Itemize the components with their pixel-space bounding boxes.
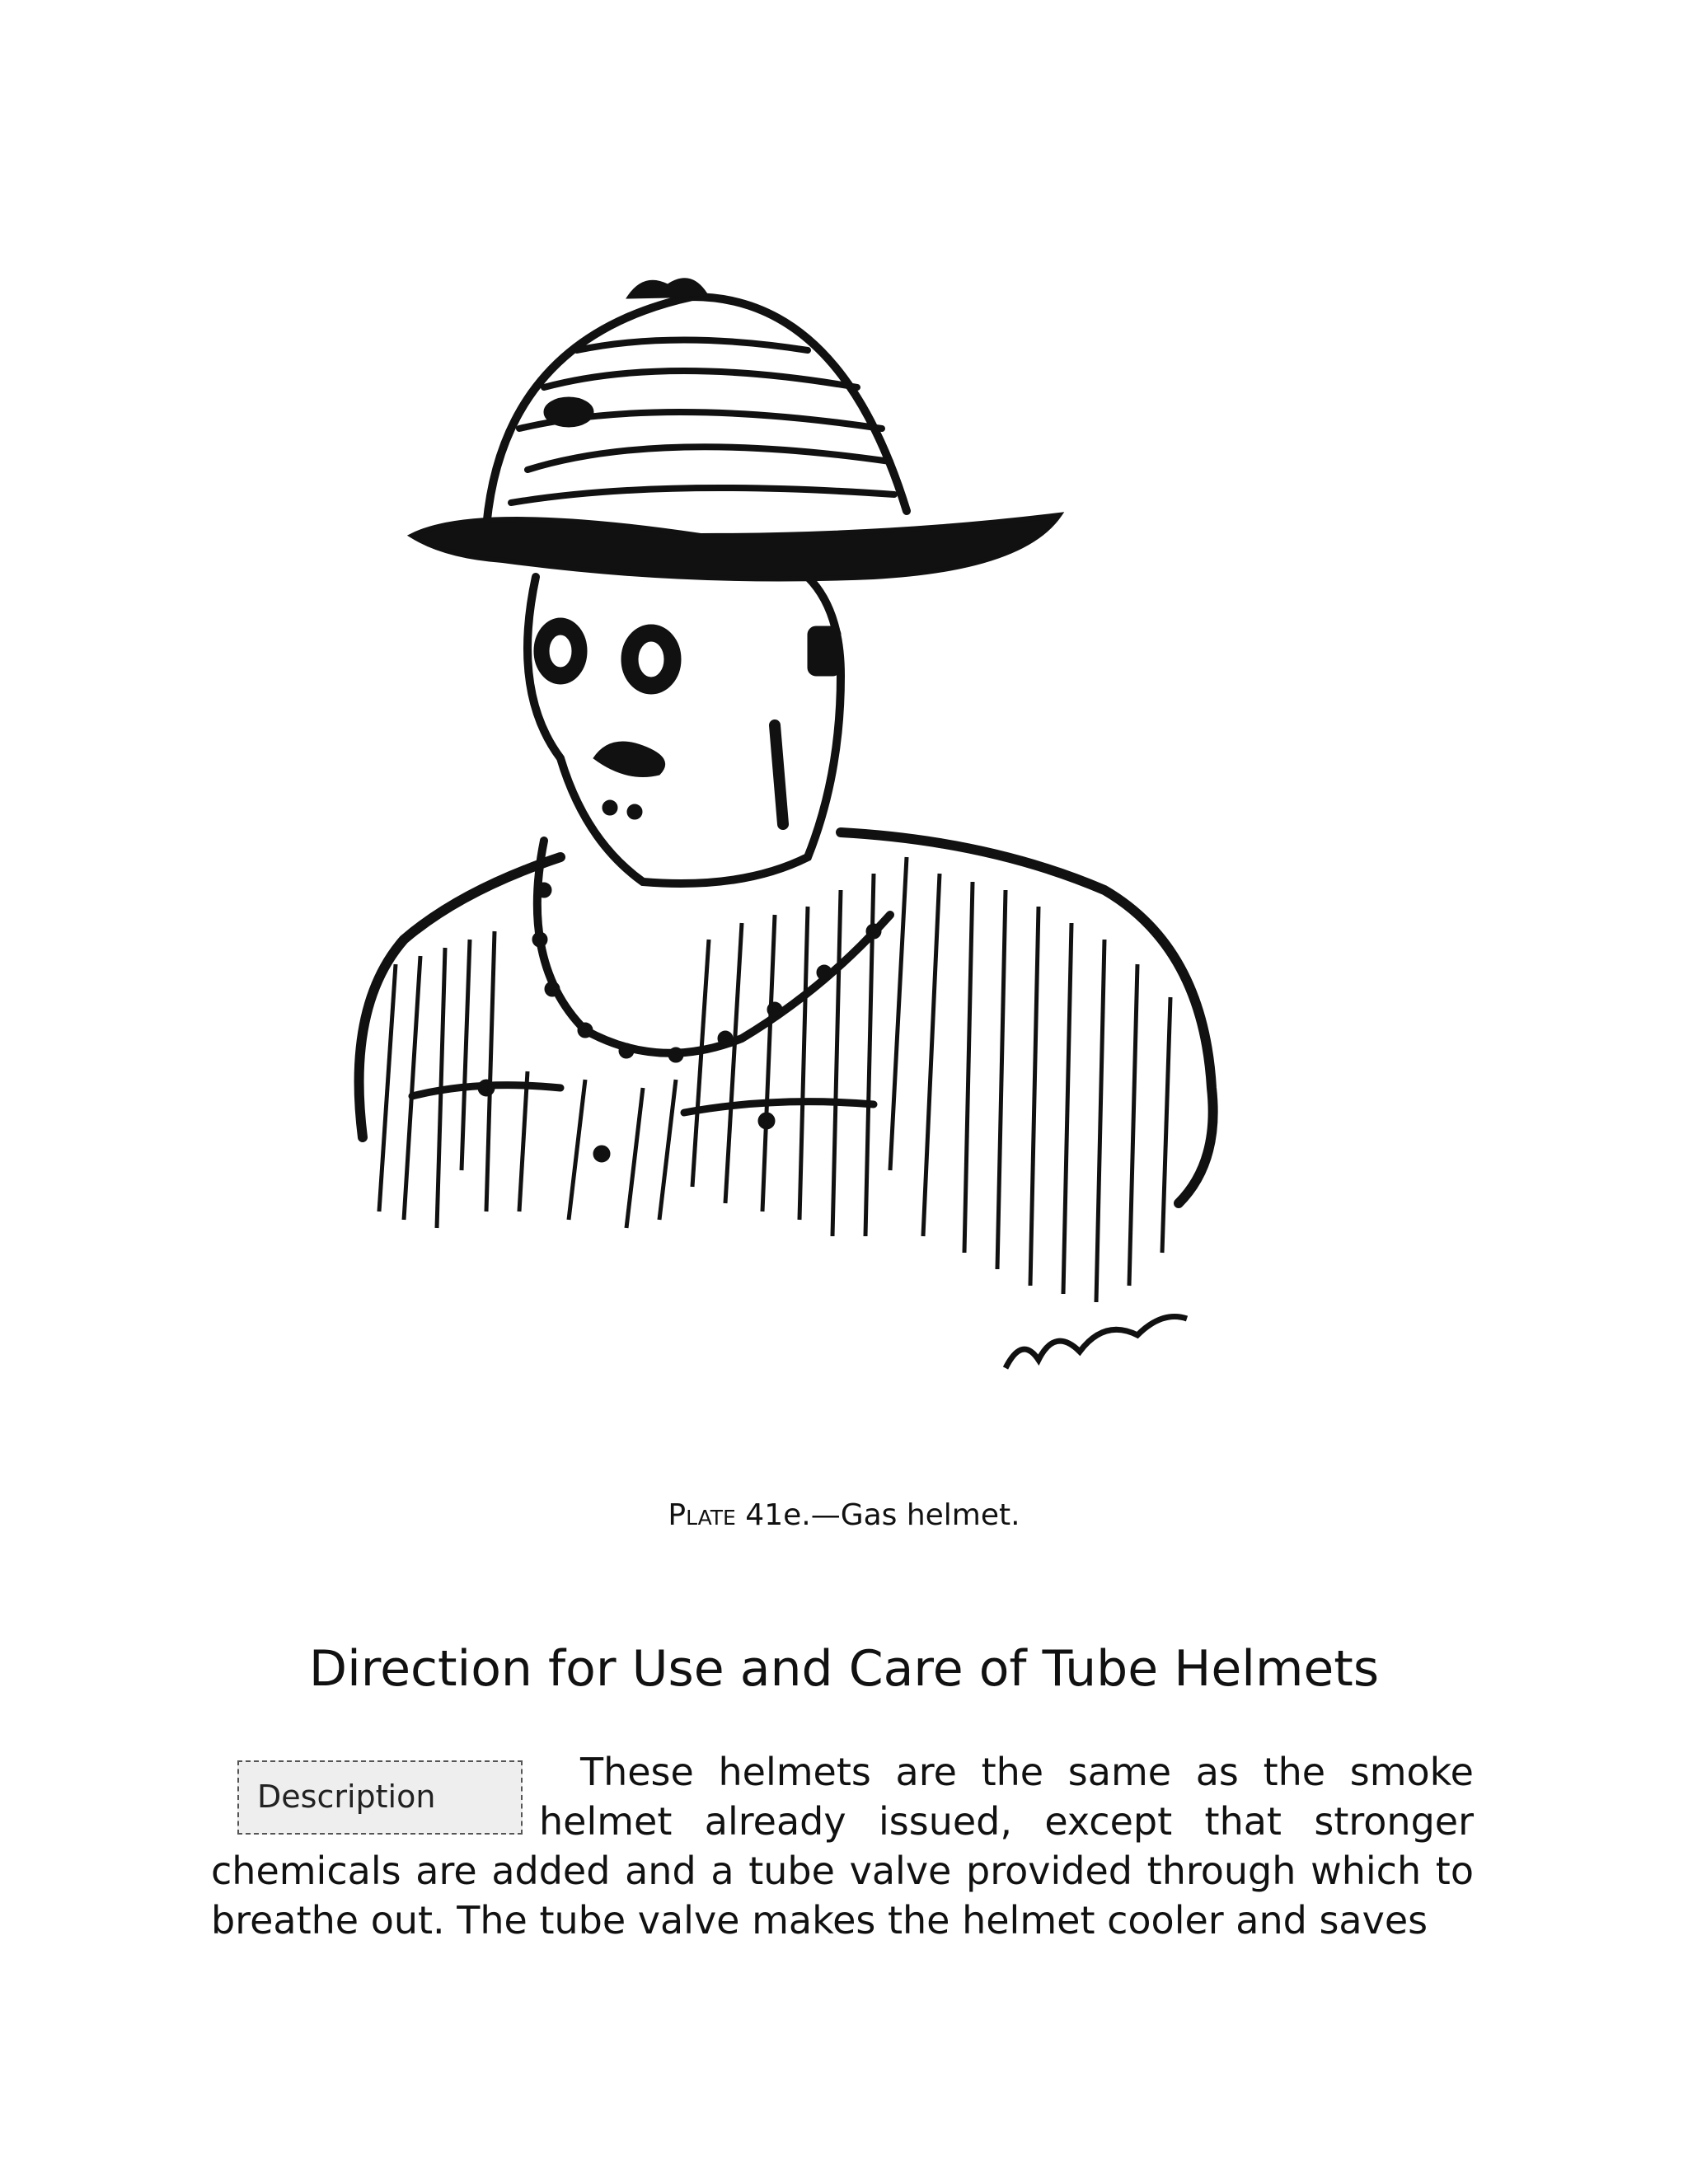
sidenote-description: Description <box>237 1760 523 1835</box>
paragraph-text: These helmets are the same as the smoke helmet already issued, except that stronger chemicals are added and a tube valve provided through which to breathe out. The tube valve makes the helmet cooler and saves <box>211 1750 1474 1943</box>
caption-text: 41e.—Gas helmet. <box>735 1498 1020 1532</box>
figure-caption <box>0 1498 1688 1532</box>
gas-helmet-illustration <box>313 264 1385 1467</box>
gas-helmet-drawing <box>313 264 1385 1467</box>
artist-signature <box>1006 1317 1187 1369</box>
caption-plate-label: Plate <box>668 1498 736 1532</box>
section-heading: Direction for Use and Care of Tube Helmets <box>308 1640 1380 1698</box>
body-paragraph <box>211 1747 1474 1945</box>
